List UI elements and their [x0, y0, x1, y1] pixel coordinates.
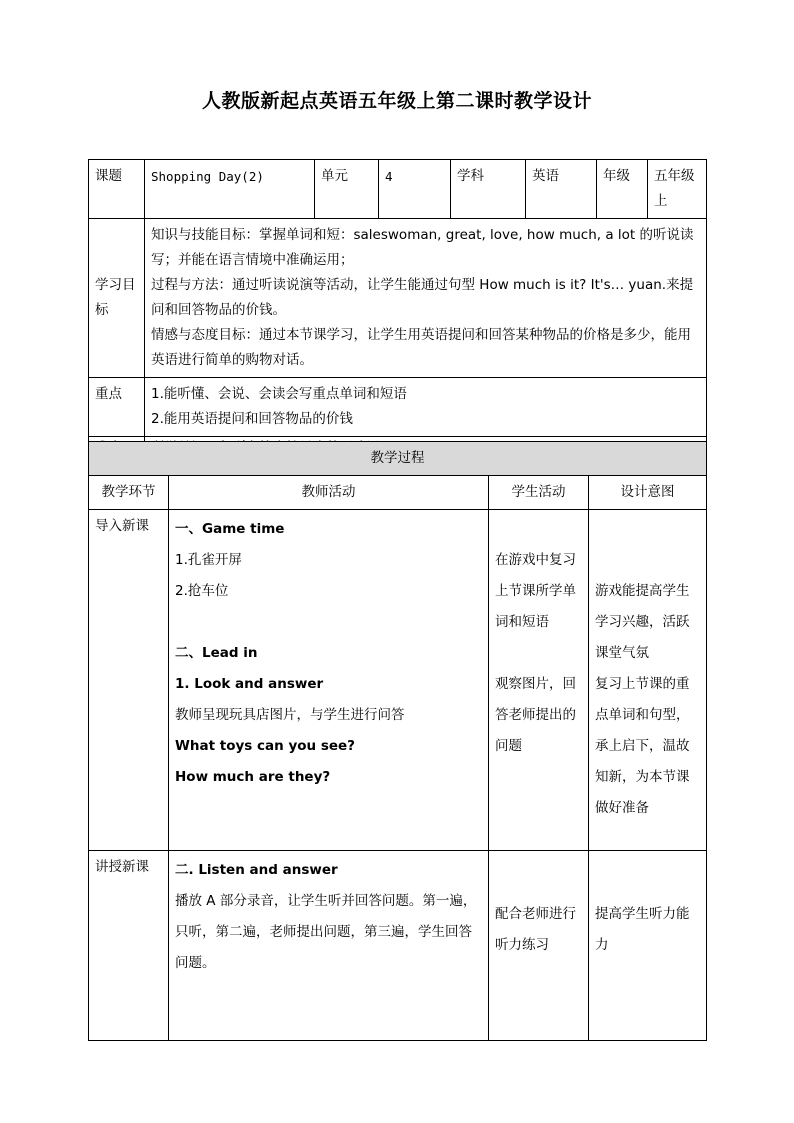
intent-line: 提高学生听力能力	[595, 906, 690, 953]
goal-attitude: 情感与态度目标：通过本节课学习，让学生用英语提问和回答某种物品的价格是多少，能用英语进行简单的购物对话。	[151, 327, 691, 368]
unit-label: 单元	[315, 160, 379, 219]
table-row	[89, 851, 707, 1041]
teacher-line: 1.孔雀开屏	[175, 552, 242, 568]
unit-value: 4	[379, 160, 451, 219]
col-teacher: 教师活动	[169, 476, 489, 510]
teacher-line: 播放 A 部分录音，让学生听并回答问题。第一遍，只听，第二遍，老师提出问题，第三遍，学生回答问题。	[175, 893, 477, 971]
intent-line: 复习上节课的重点单词和句型，承上启下，温故知新，为本节课做好准备	[595, 676, 690, 816]
student-activity-cell	[489, 510, 589, 851]
col-student: 学生活动	[489, 476, 589, 510]
teacher-line: 1. Look and answer	[175, 676, 324, 692]
key-point: 1.能听懂、会说、会读会写重点单词和短语	[151, 386, 407, 402]
teacher-activity-cell	[169, 510, 489, 851]
col-stage: 教学环节	[89, 476, 169, 510]
teacher-line	[175, 607, 482, 638]
intent-cell	[589, 510, 707, 851]
teacher-line: 二、Lead in	[175, 645, 258, 661]
teaching-process-table	[88, 441, 707, 1041]
key-point: 2.能用英语提问和回答物品的价钱	[151, 411, 353, 427]
intent-line: 游戏能提高学生学习兴趣，活跃课堂气氛	[595, 583, 690, 661]
teacher-line: 二. Listen and answer	[175, 862, 338, 878]
page-title: 人教版新起点英语五年级上第二课时教学设计	[201, 90, 592, 112]
stage-cell: 讲授新课	[89, 851, 169, 1041]
teacher-activity-cell	[169, 851, 489, 1041]
table-row	[89, 510, 707, 851]
lesson-info-table	[88, 159, 707, 461]
teacher-line: 2.抢车位	[175, 583, 229, 599]
teacher-line: 教师呈现玩具店图片，与学生进行问答	[175, 707, 405, 723]
teacher-line: 一、Game time	[175, 521, 285, 537]
stage-cell: 导入新课	[89, 510, 169, 851]
student-line: 观察图片，回答老师提出的问题	[495, 676, 576, 754]
student-line: 配合老师进行听力练习	[495, 906, 576, 953]
goal-knowledge: 知识与技能目标：掌握单词和短：saleswoman, great, love, how much, a lot 的听说读写；并能在语言情境中准确运用；	[151, 227, 694, 268]
grade-label: 年级	[597, 160, 648, 219]
goals-label: 学习目标	[89, 219, 145, 378]
subject-label: 学科	[451, 160, 526, 219]
process-header: 教学过程	[89, 442, 707, 476]
key-label: 重点	[89, 378, 145, 437]
goal-process: 过程与方法：通过听读说演等活动，让学生能通过句型 How much is it? It's… yuan.来提问和回答物品的价钱。	[151, 277, 694, 318]
col-intent: 设计意图	[589, 476, 707, 510]
intent-cell	[589, 851, 707, 1041]
student-line: 在游戏中复习上节课所学单词和短语	[495, 552, 576, 630]
lesson-label: 课题	[89, 160, 145, 219]
teacher-line: What toys can you see?	[175, 738, 356, 754]
teacher-line: How much are they?	[175, 769, 331, 785]
goals-cell	[145, 219, 707, 378]
key-points-cell	[145, 378, 707, 437]
subject-value: 英语	[526, 160, 597, 219]
lesson-value: Shopping Day(2)	[145, 160, 315, 219]
student-activity-cell	[489, 851, 589, 1041]
grade-value: 五年级上	[648, 160, 707, 219]
